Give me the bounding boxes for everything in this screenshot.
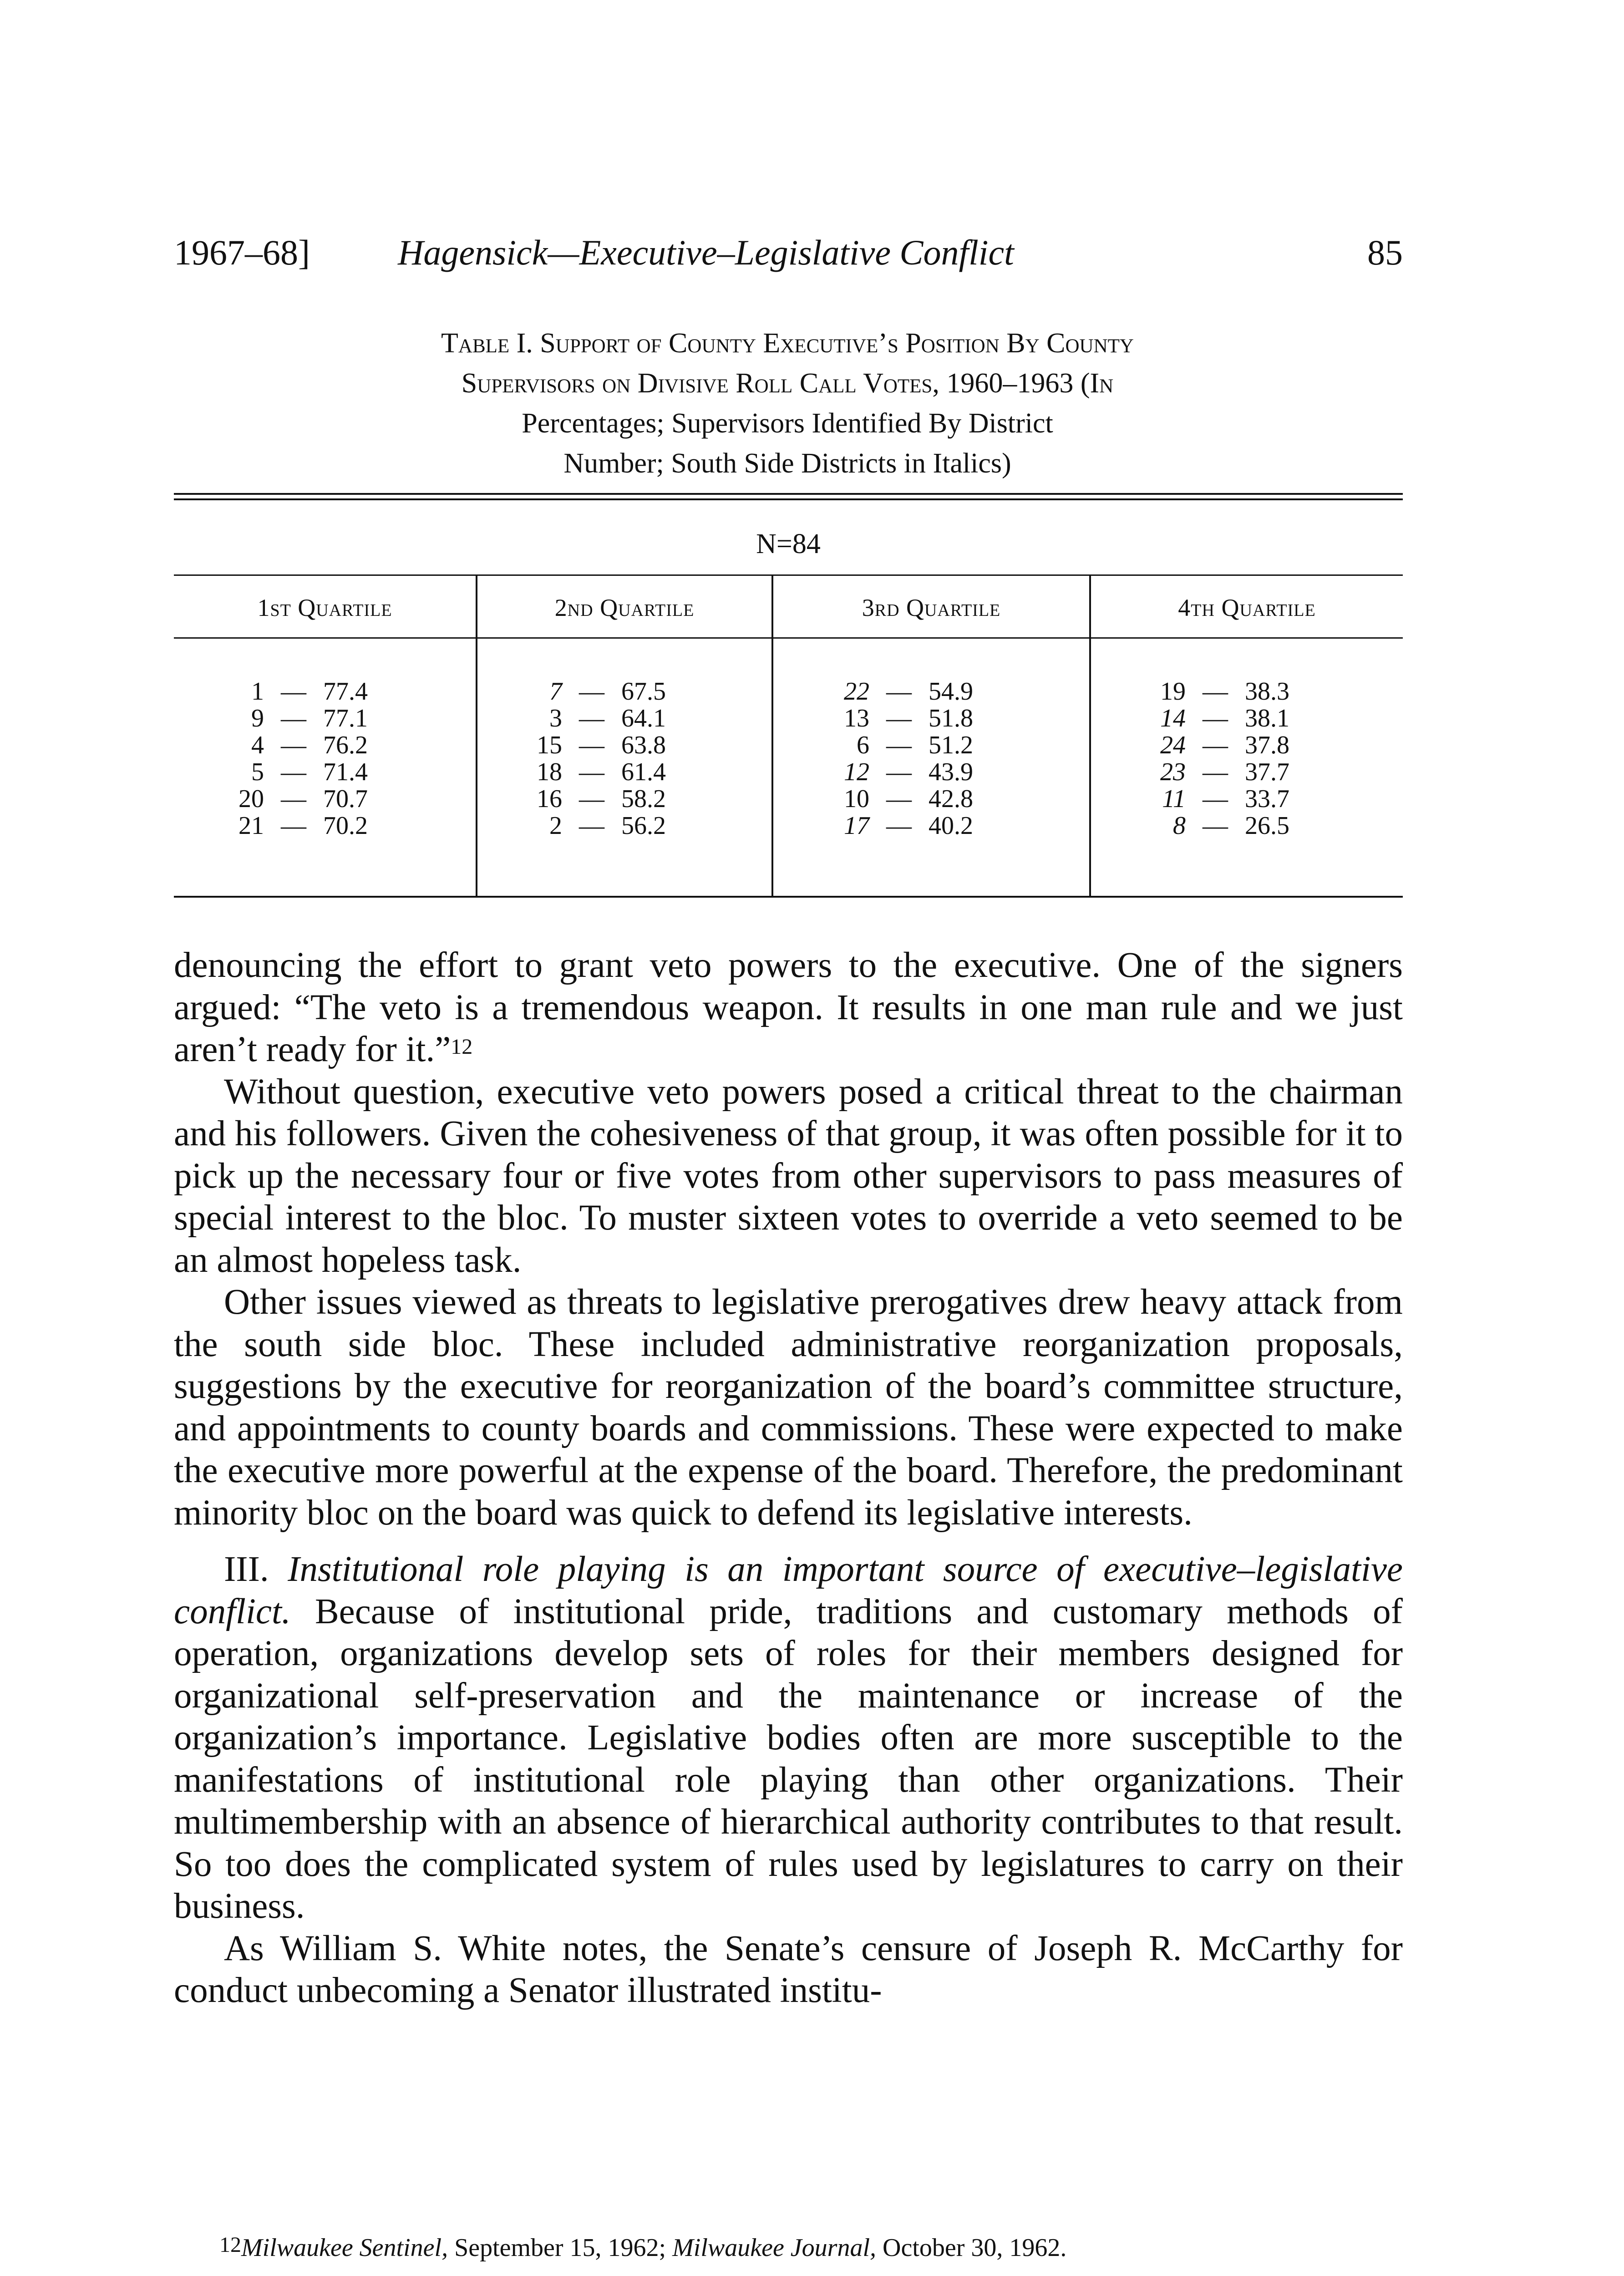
caption-line: Supervisors on Divisive Roll Call Votes, 1960–1963 (In bbox=[461, 368, 1114, 399]
quartile-heading-2: 2nd Quartile bbox=[554, 594, 695, 621]
support-value: 51.8 bbox=[929, 704, 973, 732]
footnote-source: Milwaukee Sentinel, bbox=[241, 2234, 448, 2262]
table-row: 13 — 51.8 bbox=[819, 705, 1001, 732]
table-caption bbox=[182, 323, 1393, 483]
support-value: 40.2 bbox=[929, 812, 973, 840]
quartile-column-3 bbox=[819, 678, 1001, 839]
table-row: 6 — 51.2 bbox=[819, 732, 1001, 759]
table-header-rule bbox=[174, 574, 1403, 576]
paragraph: Other issues viewed as threats to legislative prerogatives drew heavy attack from the south side bloc. These included administrative reorganization proposals, suggestions by the executive for reorganization of the board’s committee structure, and appointments to county boards and commissions. These were expected to make the executive more powerful at the expense of the board. Therefore, the predominant minority bloc on the board was quick to defend its legislative interests. bbox=[174, 1282, 1403, 1533]
body-text bbox=[174, 945, 1403, 2012]
support-value: 38.3 bbox=[1245, 677, 1289, 706]
section-thesis: Institutional role playing is an important source of executive–legislative conflict. bbox=[174, 1550, 1403, 1631]
table-row: 23 — 37.7 bbox=[1136, 759, 1318, 786]
support-value: 77.4 bbox=[323, 677, 368, 706]
support-value: 43.9 bbox=[929, 758, 973, 786]
district-number: 23 bbox=[1160, 758, 1186, 786]
district-number: 18 bbox=[537, 758, 562, 786]
support-value: 76.2 bbox=[323, 731, 368, 759]
district-number: 17 bbox=[844, 812, 869, 840]
table-row: 3 — 64.1 bbox=[512, 705, 694, 732]
table-row: 22 — 54.9 bbox=[819, 678, 1001, 705]
section-numeral: III. bbox=[224, 1550, 288, 1589]
support-value: 64.1 bbox=[621, 704, 666, 732]
paragraph: As William S. White notes, the Senate’s censure of Joseph R. McCarthy for conduct unbecoming a Senator illustrated institu- bbox=[174, 1928, 1403, 2010]
paragraph-text: Because of institutional pride, traditions and customary methods of operation, organizations develop sets of roles for their members designed for organizational self-preservation and the maintenance or increase of the organization’s importance. Legislative bodies often are more susceptible to the manifestations of institutional role playing than other organizations. Their multimembership with an absence of hierarchical authority contributes to that result. So too does the complicated system of rules used by legislatures to carry on their business. bbox=[174, 1591, 1403, 1926]
support-value: 51.2 bbox=[929, 731, 973, 759]
table-row: 20 — 70.7 bbox=[214, 786, 396, 813]
support-value: 70.7 bbox=[323, 785, 368, 813]
footnote-source: Milwaukee Journal, bbox=[672, 2234, 877, 2262]
page-number: 85 bbox=[1367, 233, 1403, 272]
district-number: 13 bbox=[844, 704, 869, 732]
support-value: 37.8 bbox=[1245, 731, 1289, 759]
district-number: 22 bbox=[844, 677, 869, 706]
running-header bbox=[174, 228, 1403, 278]
support-value: 61.4 bbox=[621, 758, 666, 786]
support-value: 38.1 bbox=[1245, 704, 1289, 732]
table-bottom-rule bbox=[174, 896, 1403, 898]
support-value: 58.2 bbox=[621, 785, 666, 813]
district-number: 8 bbox=[1173, 812, 1186, 840]
paragraph: Without question, executive veto powers posed a critical threat to the chairman and his followers. Given the cohesiveness of that group, it was often possible for it to pick up the necessary four or five votes from other supervisors to pass measures of special interest to the bloc. To muster sixteen votes to override a veto seemed to be an almost hopeless task. bbox=[174, 1072, 1403, 1280]
support-value: 54.9 bbox=[929, 677, 973, 706]
support-value: 33.7 bbox=[1245, 785, 1289, 813]
district-number: 16 bbox=[537, 785, 562, 813]
paragraph bbox=[174, 945, 1403, 1071]
header-title: Hagensick—Executive–Legislative Conflict bbox=[398, 233, 1014, 272]
table-row: 19 — 38.3 bbox=[1136, 678, 1318, 705]
table-row: 11 — 33.7 bbox=[1136, 786, 1318, 813]
table-row: 14 — 38.1 bbox=[1136, 705, 1318, 732]
support-value: 42.8 bbox=[929, 785, 973, 813]
quartile-column-4 bbox=[1136, 678, 1318, 839]
quartile-heading-4: 4th Quartile bbox=[1178, 594, 1316, 621]
district-number: 20 bbox=[239, 785, 264, 813]
table-row: 18 — 61.4 bbox=[512, 759, 694, 786]
footnote-marker: 12 bbox=[219, 2233, 241, 2257]
footnote bbox=[174, 2230, 1403, 2266]
table-row: 10 — 42.8 bbox=[819, 786, 1001, 813]
table-row: 2 — 56.2 bbox=[512, 813, 694, 839]
district-number: 10 bbox=[844, 785, 869, 813]
table-top-rule-2 bbox=[174, 498, 1403, 500]
support-value: 37.7 bbox=[1245, 758, 1289, 786]
footnote-ref: 12 bbox=[451, 1035, 473, 1059]
quartile-column-2 bbox=[512, 678, 694, 839]
district-number: 24 bbox=[1160, 731, 1186, 759]
table-row: 15 — 63.8 bbox=[512, 732, 694, 759]
district-number: 12 bbox=[844, 758, 869, 786]
table-row: 12 — 43.9 bbox=[819, 759, 1001, 786]
support-value: 67.5 bbox=[621, 677, 666, 706]
district-number: 6 bbox=[857, 731, 869, 759]
caption-line: Number; South Side Districts in Italics) bbox=[563, 448, 1011, 479]
quartile-column-1 bbox=[214, 678, 396, 839]
district-number: 11 bbox=[1162, 785, 1186, 813]
district-number: 5 bbox=[251, 758, 264, 786]
district-number: 7 bbox=[549, 677, 562, 706]
quartile-heading-1: 1st Quartile bbox=[257, 594, 392, 621]
support-value: 77.1 bbox=[323, 704, 368, 732]
district-number: 9 bbox=[251, 704, 264, 732]
table-row: 7 — 67.5 bbox=[512, 678, 694, 705]
district-number: 21 bbox=[239, 812, 264, 840]
district-number: 4 bbox=[251, 731, 264, 759]
support-value: 71.4 bbox=[323, 758, 368, 786]
district-number: 19 bbox=[1160, 677, 1186, 706]
support-value: 70.2 bbox=[323, 812, 368, 840]
table-row: 21 — 70.2 bbox=[214, 813, 396, 839]
table-top-rule bbox=[174, 493, 1403, 495]
district-number: 3 bbox=[549, 704, 562, 732]
table-row: 4 — 76.2 bbox=[214, 732, 396, 759]
table-n-label: N=84 bbox=[756, 528, 821, 559]
quartile-heading-3: 3rd Quartile bbox=[862, 594, 1001, 621]
paragraph-text: denouncing the effort to grant veto powers to the executive. One of the signers argued: “The veto is a tremendous weapon. It results in one man rule and we just aren’t ready for it.” bbox=[174, 945, 1403, 1069]
table-row: 16 — 58.2 bbox=[512, 786, 694, 813]
footnote-date: October 30, 1962. bbox=[876, 2234, 1067, 2262]
district-number: 14 bbox=[1160, 704, 1186, 732]
district-number: 1 bbox=[251, 677, 264, 706]
paragraph bbox=[174, 1549, 1403, 1928]
table-row: 24 — 37.8 bbox=[1136, 732, 1318, 759]
table-row: 9 — 77.1 bbox=[214, 705, 396, 732]
support-value: 26.5 bbox=[1245, 812, 1289, 840]
support-value: 63.8 bbox=[621, 731, 666, 759]
table-row: 8 — 26.5 bbox=[1136, 813, 1318, 839]
table-row: 17 — 40.2 bbox=[819, 813, 1001, 839]
table-subheader-rule bbox=[174, 637, 1403, 639]
caption-line: Percentages; Supervisors Identified By District bbox=[522, 408, 1053, 439]
header-year: 1967–68] bbox=[174, 233, 310, 272]
district-number: 2 bbox=[549, 812, 562, 840]
table-row: 1 — 77.4 bbox=[214, 678, 396, 705]
support-value: 56.2 bbox=[621, 812, 666, 840]
table-row: 5 — 71.4 bbox=[214, 759, 396, 786]
footnote-date: September 15, 1962; bbox=[448, 2234, 673, 2262]
caption-line: Table I. Support of County Executive’s Position By County bbox=[441, 328, 1134, 359]
district-number: 15 bbox=[537, 731, 562, 759]
